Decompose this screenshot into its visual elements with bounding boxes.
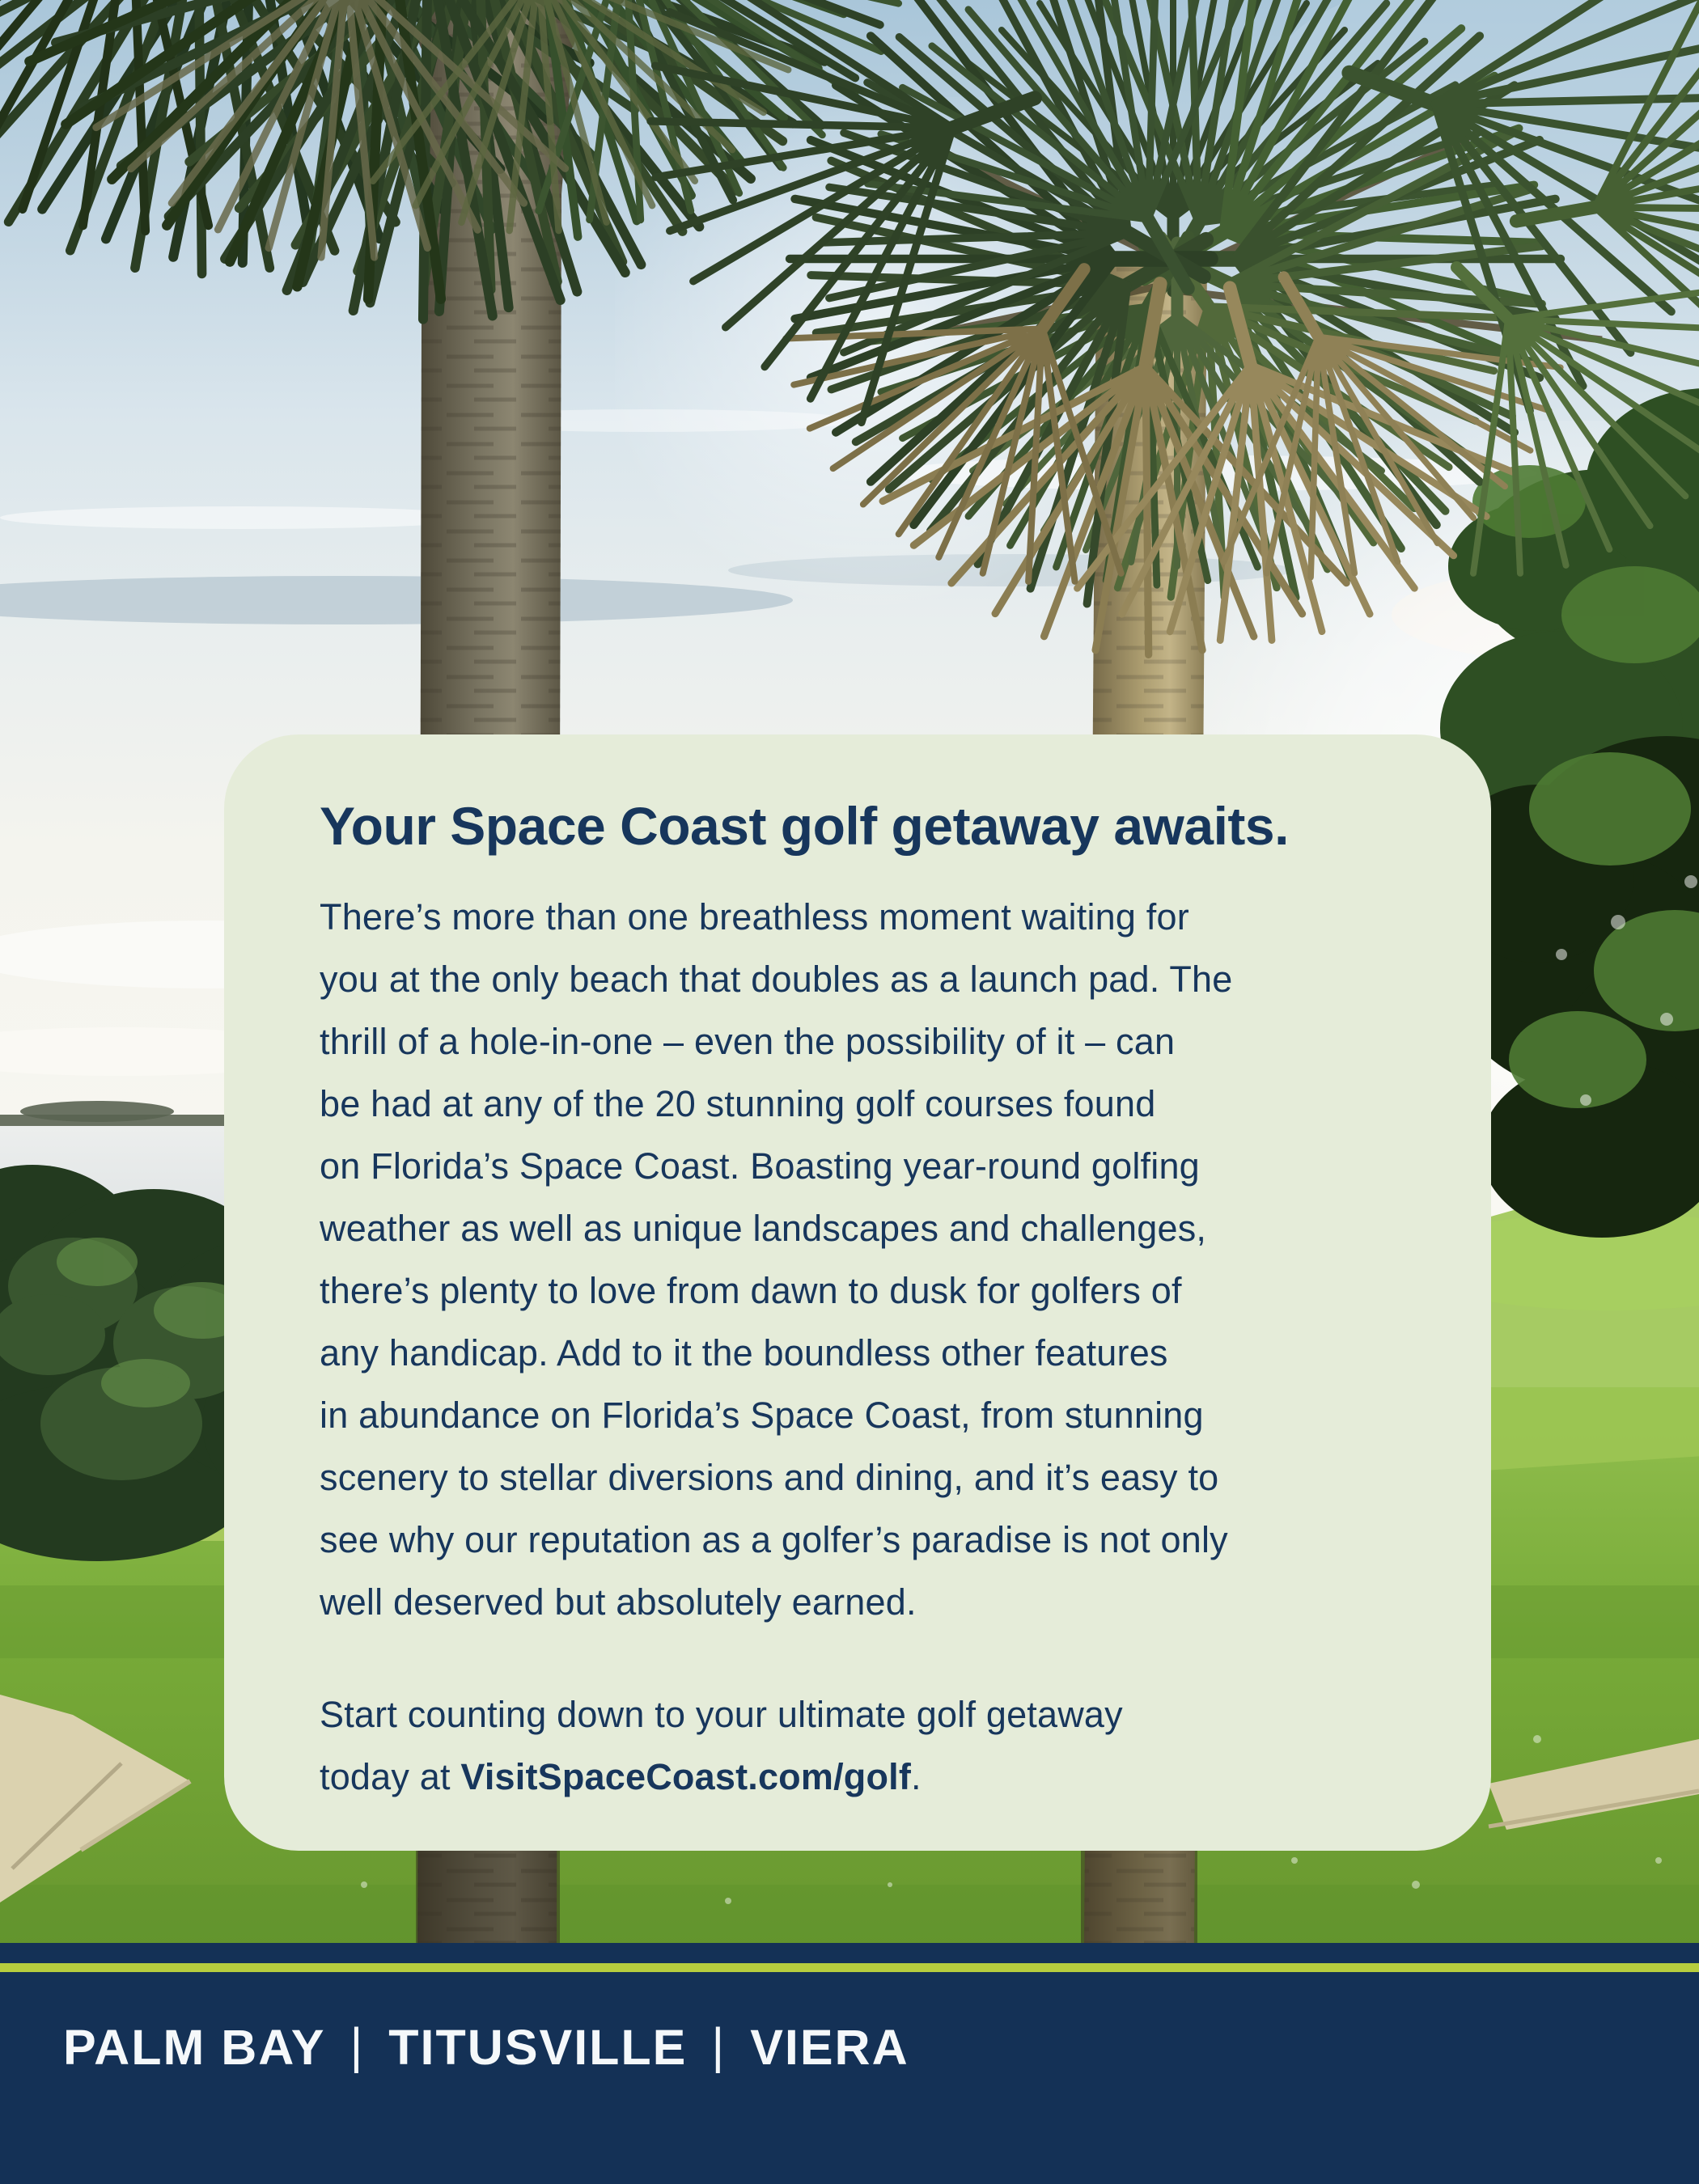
headline: Your Space Coast golf getaway awaits. xyxy=(320,796,1289,856)
footer-accent-stripe xyxy=(0,1963,1699,1972)
footer-bar xyxy=(0,1972,1699,2184)
cta-line-2 xyxy=(320,1746,1396,1808)
website-link[interactable]: VisitSpaceCoast.com/golf xyxy=(460,1756,912,1798)
locations-list xyxy=(63,2019,1699,2076)
separator: | xyxy=(350,2018,365,2073)
location-viera: VIERA xyxy=(750,2020,909,2075)
body-copy: There’s more than one breathless moment waiting for you at the only beach that doubles as a launch pad. The thrill of a hole-in-one – even the possibility of it – can be had at any of the 20 stunning golf courses found on Florida’s Space Coast. Boasting year-round golfing weather as well as unique landscapes and challenges, there’s plenty to love from dawn to dusk for golfers of any handicap. Add to it the boundless other features in abundance on Florida’s Space Coast, from stunning scenery to stellar diversions and dining, and it’s easy to see why our reputation as a golfer’s paradise is not only well deserved but absolutely earned. xyxy=(320,896,1233,1623)
cta-line-2-prefix: today at xyxy=(320,1756,461,1798)
footer-top-navy-band xyxy=(0,1943,1699,1963)
cta-line-2-suffix: . xyxy=(911,1756,922,1798)
location-palm-bay: PALM BAY xyxy=(63,2020,326,2075)
separator: | xyxy=(711,2018,727,2073)
cta-copy xyxy=(320,1683,1396,1808)
location-titusville: TITUSVILLE xyxy=(388,2020,688,2075)
promo-card xyxy=(224,734,1491,1851)
cta-line-1: Start counting down to your ultimate golf getaway xyxy=(320,1694,1123,1736)
